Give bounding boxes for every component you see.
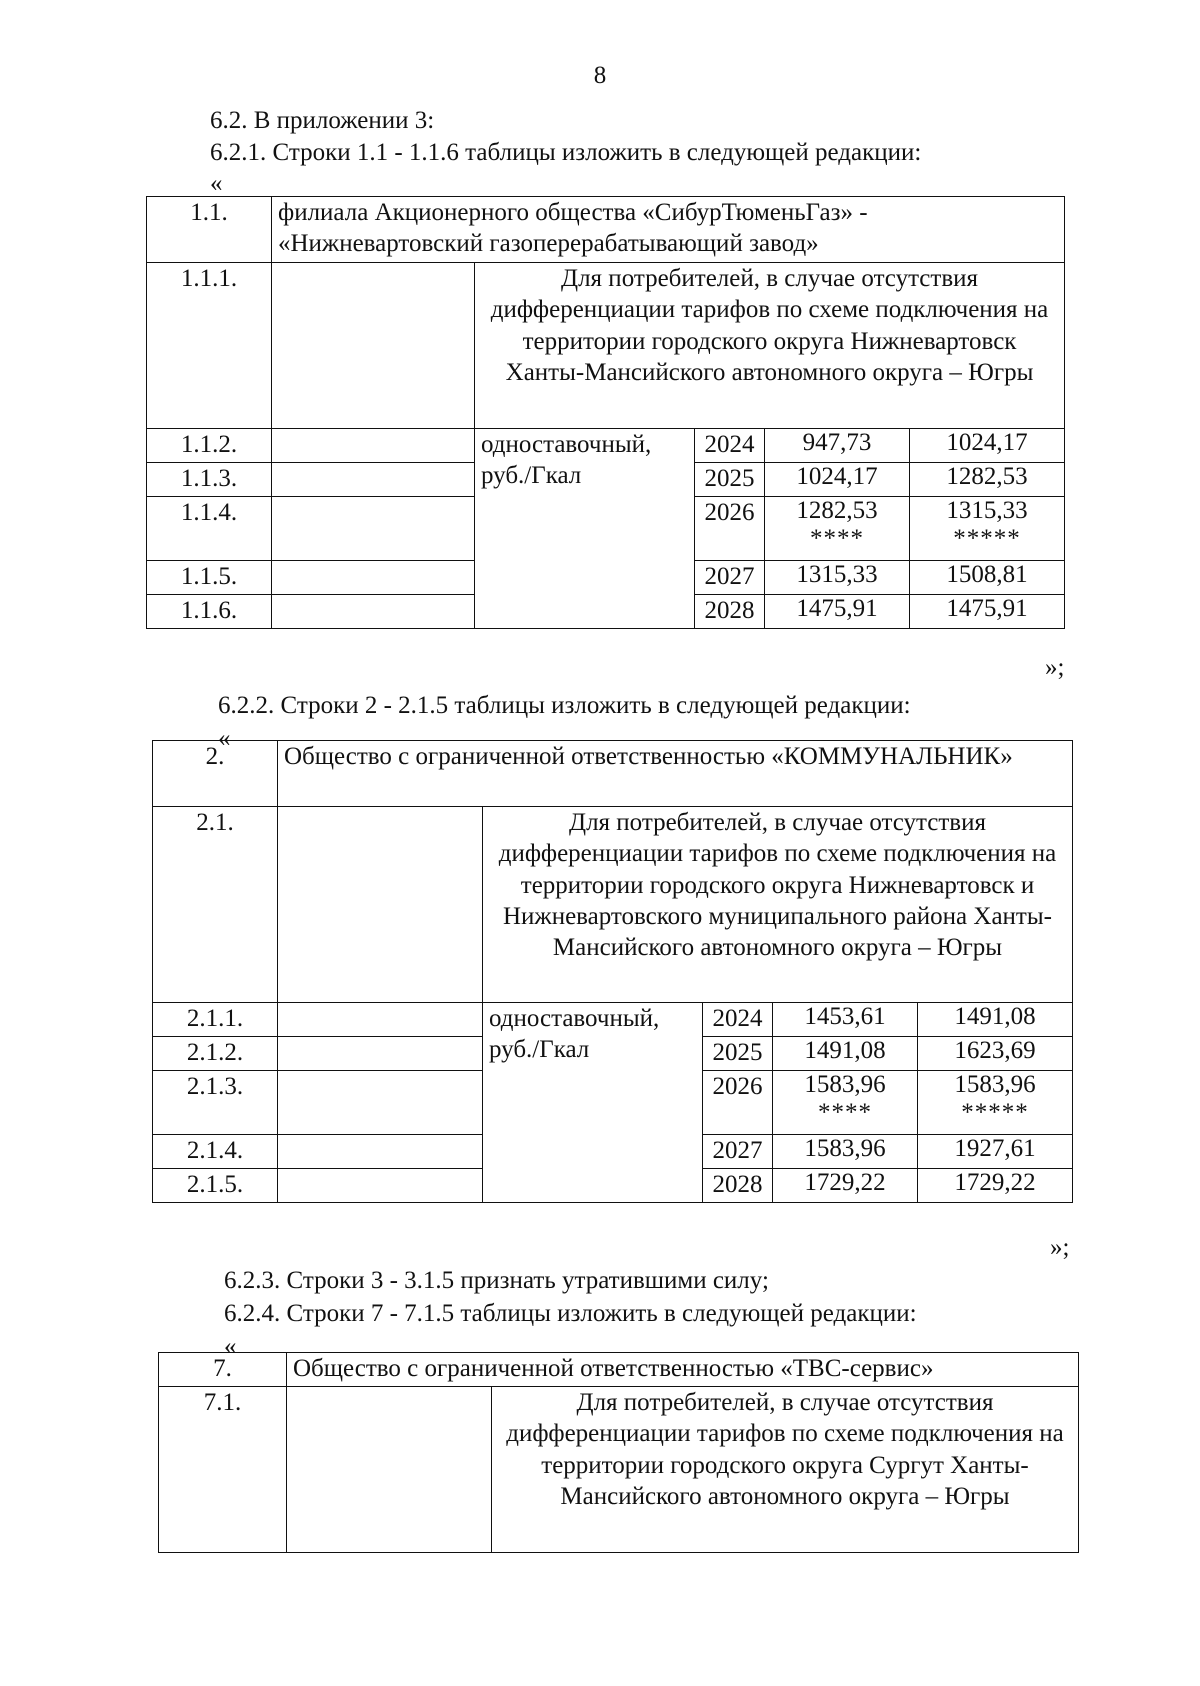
paragraph-6-2-4: 6.2.4. Строки 7 - 7.1.5 таблицы изложить в следующей редакции: (224, 1300, 917, 1327)
empty-cell (272, 595, 475, 629)
value-first-half: 1475,91 (765, 595, 910, 629)
tariff-table-3 (158, 1352, 1079, 1553)
organization-name: Общество с ограниченной ответственностью «ТВС-сервис» (287, 1353, 1079, 1387)
value-text: 1583,96 (954, 1071, 1036, 1098)
year-cell: 2027 (703, 1135, 773, 1169)
page-number: 8 (593, 62, 607, 89)
value-text: 1315,33 (946, 497, 1028, 524)
organization-name: филиала Акционерного общества «СибурТюменьГаз» - «Нижневартовский газоперерабатывающий завод» (272, 197, 1065, 263)
row-number: 7. (159, 1353, 287, 1387)
row-number: 7.1. (159, 1387, 287, 1553)
quote-open-1: « (210, 170, 223, 197)
table-row (159, 1353, 1079, 1387)
table-row (153, 741, 1073, 807)
year-cell: 2027 (695, 561, 765, 595)
rate-type: одноставочный, руб./Гкал (475, 429, 695, 629)
tariff-table-1 (146, 196, 1065, 629)
empty-cell (278, 1169, 483, 1203)
row-number: 1.1.1. (147, 263, 272, 429)
value-second-half: 1729,22 (918, 1169, 1073, 1203)
row-number: 2. (153, 741, 278, 807)
quote-close-2: »; (1050, 1234, 1070, 1261)
year-cell: 2025 (695, 463, 765, 497)
empty-cell (278, 1071, 483, 1135)
row-number: 1.1.2. (147, 429, 272, 463)
value-second-half: 1024,17 (910, 429, 1065, 463)
row-number: 1.1.5. (147, 561, 272, 595)
value-second-half: 1475,91 (910, 595, 1065, 629)
organization-name: Общество с ограниченной ответственностью «КОММУНАЛЬНИК» (278, 741, 1073, 807)
value-first-half: 1583,96 (773, 1135, 918, 1169)
value-first-half: 947,73 (765, 429, 910, 463)
year-cell: 2026 (695, 497, 765, 561)
empty-cell (278, 807, 483, 1003)
value-second-half (910, 497, 1065, 561)
quote-open-3: « (224, 1333, 237, 1360)
footnote-marker: ***** (961, 1098, 1029, 1126)
paragraph-6-2: 6.2. В приложении 3: (210, 107, 435, 134)
row-number: 1.1.6. (147, 595, 272, 629)
rate-type: одноставочный, руб./Гкал (483, 1003, 703, 1203)
empty-cell (278, 1037, 483, 1071)
tariff-table-2 (152, 740, 1073, 1203)
value-first-half: 1315,33 (765, 561, 910, 595)
value-first-half: 1024,17 (765, 463, 910, 497)
row-number: 1.1.3. (147, 463, 272, 497)
value-second-half: 1623,69 (918, 1037, 1073, 1071)
table-row (159, 1387, 1079, 1553)
footnote-marker: ***** (953, 524, 1021, 552)
year-cell: 2028 (695, 595, 765, 629)
row-number: 2.1.3. (153, 1071, 278, 1135)
empty-cell (272, 497, 475, 561)
year-cell: 2024 (695, 429, 765, 463)
quote-close-1: »; (1045, 654, 1065, 681)
value-text: 1282,53 (796, 497, 878, 524)
value-second-half (918, 1071, 1073, 1135)
row-number: 1.1.4. (147, 497, 272, 561)
empty-cell (287, 1387, 492, 1553)
consumer-description: Для потребителей, в случае отсутствия дифференциации тарифов по схеме подключения на территории городского округа Нижневартовск и Нижневартовского муниципального района Ханты-Мансийского автономного округа – Югры (483, 807, 1073, 1003)
paragraph-6-2-3: 6.2.3. Строки 3 - 3.1.5 признать утратившими силу; (224, 1267, 769, 1294)
consumer-description: Для потребителей, в случае отсутствия дифференциации тарифов по схеме подключения на территории городского округа Нижневартовск Ханты-Мансийского автономного округа – Югры (475, 263, 1065, 429)
footnote-marker: **** (810, 524, 864, 552)
paragraph-6-2-2: 6.2.2. Строки 2 - 2.1.5 таблицы изложить в следующей редакции: (218, 692, 911, 719)
table-row (153, 807, 1073, 1003)
paragraph-6-2-1: 6.2.1. Строки 1.1 - 1.1.6 таблицы изложить в следующей редакции: (210, 139, 922, 166)
row-number: 2.1. (153, 807, 278, 1003)
value-second-half: 1508,81 (910, 561, 1065, 595)
row-number: 2.1.2. (153, 1037, 278, 1071)
value-text: 1583,96 (804, 1071, 886, 1098)
footnote-marker: **** (818, 1098, 872, 1126)
empty-cell (278, 1135, 483, 1169)
year-cell: 2025 (703, 1037, 773, 1071)
year-cell: 2024 (703, 1003, 773, 1037)
value-first-half: 1453,61 (773, 1003, 918, 1037)
value-second-half: 1491,08 (918, 1003, 1073, 1037)
consumer-description: Для потребителей, в случае отсутствия дифференциации тарифов по схеме подключения на территории городского округа Сургут Ханты-Мансийского автономного округа – Югры (492, 1387, 1079, 1553)
value-second-half: 1927,61 (918, 1135, 1073, 1169)
empty-cell (278, 1003, 483, 1037)
empty-cell (272, 561, 475, 595)
value-first-half (765, 497, 910, 561)
table-row (153, 1003, 1073, 1037)
table-row (147, 429, 1065, 463)
empty-cell (272, 263, 475, 429)
table-row (147, 197, 1065, 263)
quote-open-2: « (218, 725, 231, 752)
empty-cell (272, 429, 475, 463)
table-row (147, 263, 1065, 429)
value-first-half (773, 1071, 918, 1135)
value-second-half: 1282,53 (910, 463, 1065, 497)
empty-cell (272, 463, 475, 497)
row-number: 2.1.5. (153, 1169, 278, 1203)
row-number: 1.1. (147, 197, 272, 263)
value-first-half: 1729,22 (773, 1169, 918, 1203)
row-number: 2.1.4. (153, 1135, 278, 1169)
row-number: 2.1.1. (153, 1003, 278, 1037)
value-first-half: 1491,08 (773, 1037, 918, 1071)
year-cell: 2026 (703, 1071, 773, 1135)
year-cell: 2028 (703, 1169, 773, 1203)
